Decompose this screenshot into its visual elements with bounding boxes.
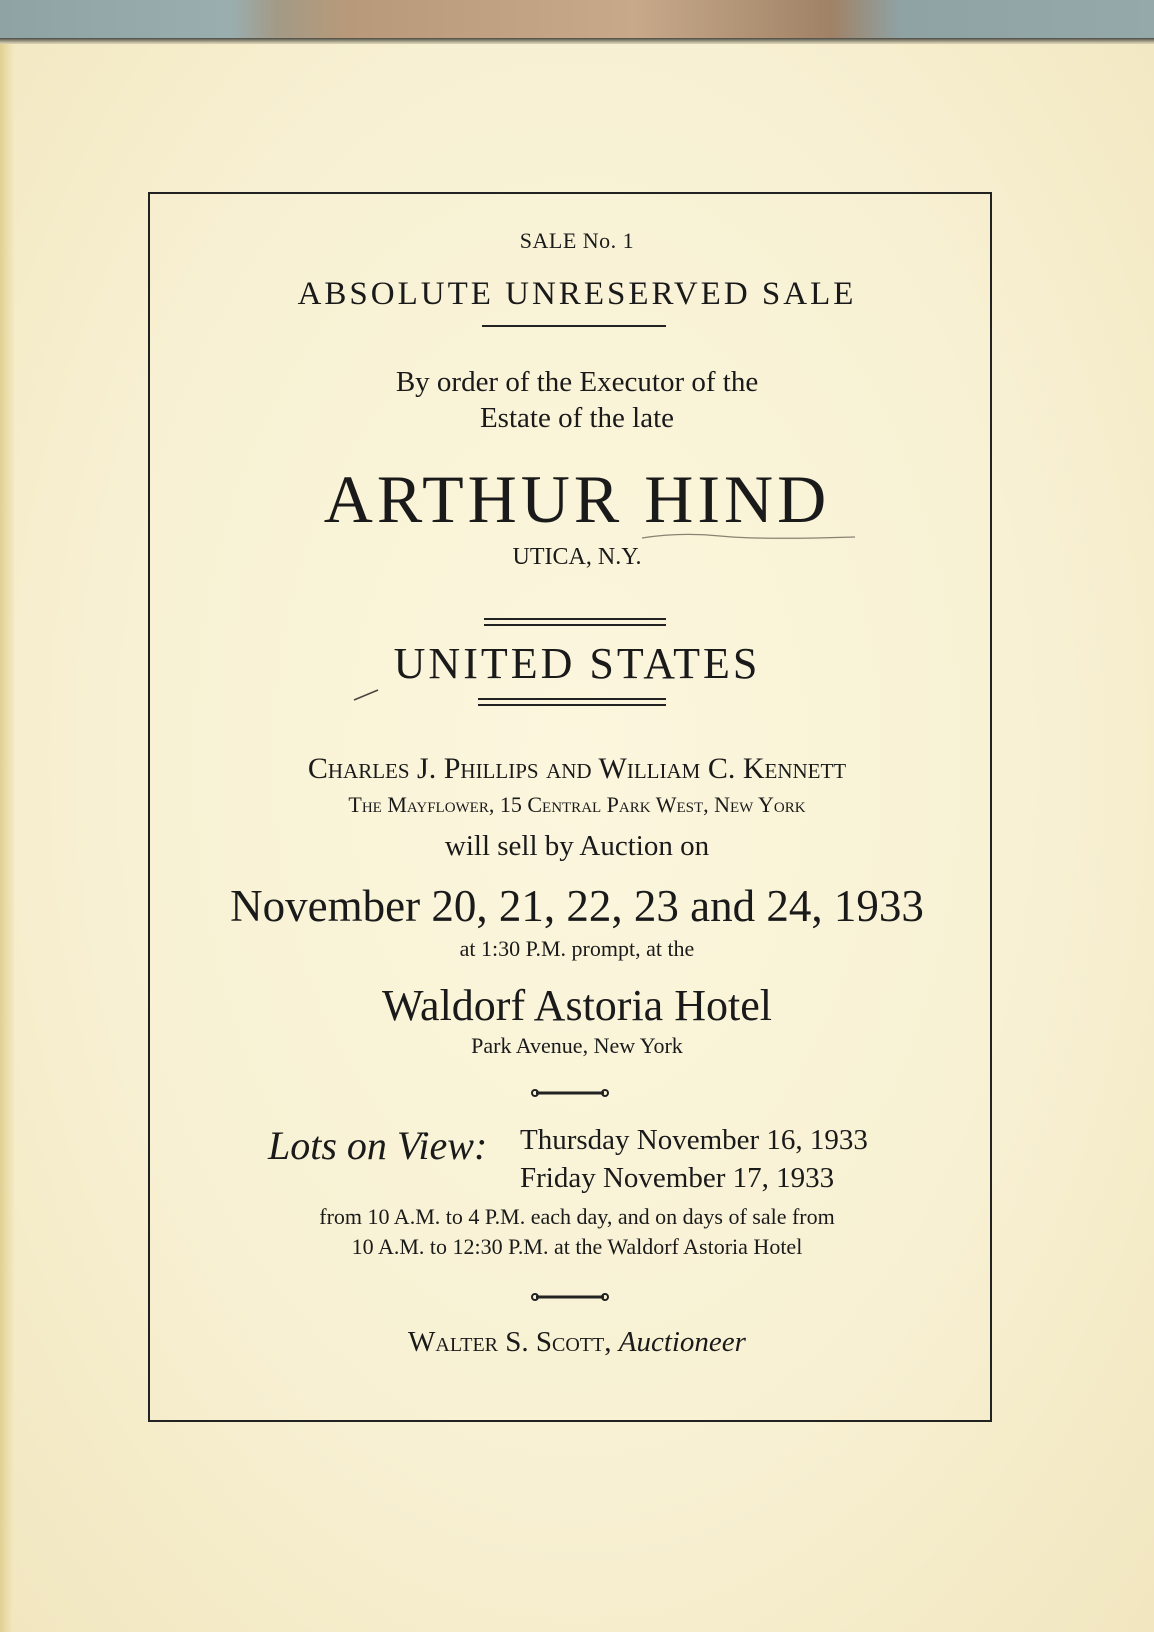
auctioneers-address: The Mayflower, 15 Central Park West, New York [348,792,806,817]
auctioneers: Charles J. Phillips and William C. Kennett [307,752,847,785]
lots-on-view [268,1118,918,1202]
sale-type: ABSOLUTE UNRESERVED SALE [297,276,857,312]
auctioneer-line [0,1326,1154,1359]
collection-bottom-rule [478,698,666,706]
sell-line: will sell by Auction on [444,830,710,862]
venue-address: Park Avenue, New York [471,1033,683,1058]
book-cover-edge [0,0,1154,40]
collector-city: UTICA, N.Y. [512,544,642,570]
pencil-mark-underline [640,530,860,544]
collector-name: ARTHUR HIND [323,461,831,537]
sale-time: at 1:30 P.M. prompt, at the [459,936,695,961]
order-line-2: Estate of the late [479,402,675,434]
order-line-1: By order of the Executor of the [395,366,759,398]
lots-on-view-date-1: Thursday November 16, 1933 [520,1124,868,1156]
auctioneer-name: Walter S. Scott, [408,1326,612,1358]
ornament-divider-2 [530,1292,610,1302]
sale-type-rule [482,325,666,327]
lots-on-view-label: Lots on View: [268,1123,488,1168]
pencil-mark-tick [352,686,382,702]
lots-on-view-date-2: Friday November 17, 1933 [520,1162,835,1194]
auctioneer-title: Auctioneer [618,1326,746,1358]
collection-top-rule [484,618,666,626]
ornament-divider-1 [530,1088,610,1098]
viewing-hours-2: 10 A.M. to 12:30 P.M. at the Waldorf Astoria Hotel [351,1234,803,1259]
sale-number: SALE No. 1 [519,228,635,253]
sale-dates: November 20, 21, 22, 23 and 24, 1933 [230,881,924,931]
collection-title: UNITED STATES [393,639,761,688]
venue: Waldorf Astoria Hotel [382,981,772,1030]
viewing-hours-1: from 10 A.M. to 4 P.M. each day, and on days of sale from [319,1204,835,1229]
